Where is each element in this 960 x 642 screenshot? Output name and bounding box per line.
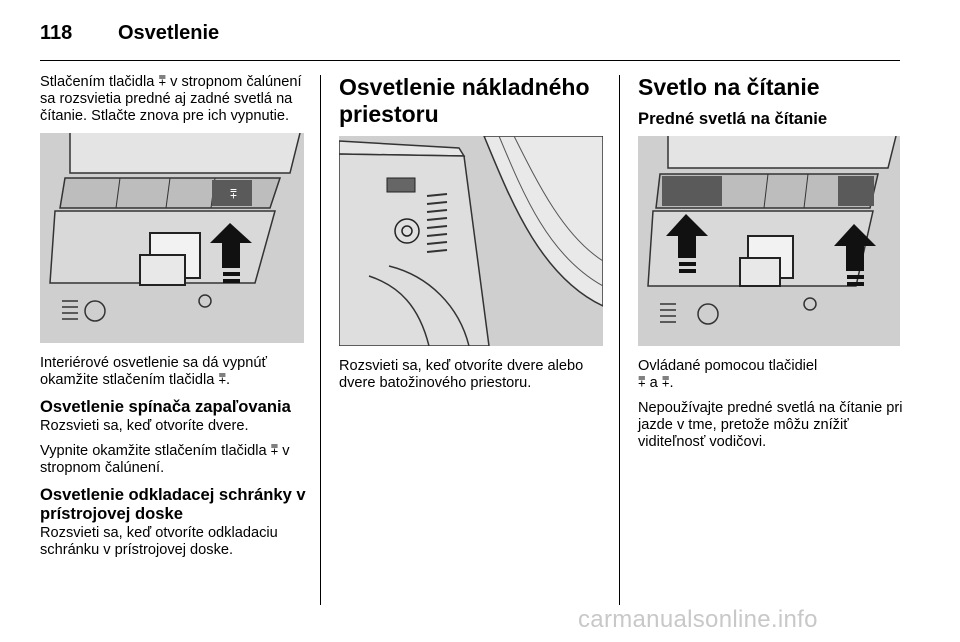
- figure-front-reading-lights: [638, 136, 900, 346]
- column-3: [638, 74, 904, 459]
- column-divider-2: [619, 75, 620, 605]
- heading-glovebox-light: Osvetlenie odkladacej schránky v prístrojovej doske: [40, 485, 306, 523]
- paragraph-load-compartment: Rozsvieti sa, keď otvoríte dvere alebo dvere batožinového priestoru.: [339, 358, 584, 391]
- paragraph-ignition-1: Rozsvieti sa, keď otvoríte dvere.: [40, 418, 249, 434]
- figure-roof-console-interior-button: [40, 133, 304, 343]
- watermark: carmanualsonline.info: [578, 606, 818, 633]
- paragraph-glovebox: Rozsvieti sa, keď otvoríte odkladaciu schránku v prístrojovej doske.: [40, 525, 278, 558]
- paragraph-warning: Nepoužívajte predné svetlá na čítanie pri jazde v tme, pretože môžu znížiť viditeľnosť vodičovi.: [638, 400, 903, 450]
- subheading-front-reading-lights: Predné svetlá na čítanie: [638, 109, 828, 128]
- header-rule: [40, 60, 900, 61]
- heading-ignition-light: Osvetlenie spínača zapaľovania: [40, 397, 291, 416]
- column-1: [40, 74, 306, 567]
- column-2: [339, 74, 605, 400]
- right-reading-light-icon: ⩱: [661, 374, 670, 389]
- left-reading-light-icon: ⩱: [638, 374, 646, 389]
- interior-light-icon-2: ⩱: [270, 442, 279, 457]
- heading-load-compartment: Osvetlenie nákladného priestoru: [339, 74, 590, 127]
- page-header: [40, 22, 219, 45]
- page-title: Osvetlenie: [118, 22, 220, 44]
- paragraph-controlled-by: Ovládané pomocou tlačidiel ⩱ a ⩱.: [638, 358, 818, 391]
- paragraph-interior-off: Interiérové osvetlenie sa dá vypnúť okamžite stlačením tlačidla ⩱.: [40, 355, 267, 388]
- paragraph-reading-lights: Stlačením tlačidla ⩱ v stropnom čalúnení sa rozsvietia predné aj zadné svetlá na čítanie. Stlačte znova pre ich vypnutie.: [40, 73, 302, 124]
- page-number: 118: [40, 22, 73, 44]
- column-divider-1: [320, 75, 321, 605]
- interior-light-icon: ⩱: [218, 371, 227, 386]
- reading-light-all-icon: ⩱: [158, 73, 167, 88]
- heading-reading-light: Svetlo na čítanie: [638, 74, 820, 100]
- svg-text:⩱: ⩱: [230, 187, 238, 201]
- paragraph-ignition-2: Vypnite okamžite stlačením tlačidla ⩱ v stropnom čalúnení.: [40, 442, 290, 476]
- figure-load-compartment: [339, 136, 603, 346]
